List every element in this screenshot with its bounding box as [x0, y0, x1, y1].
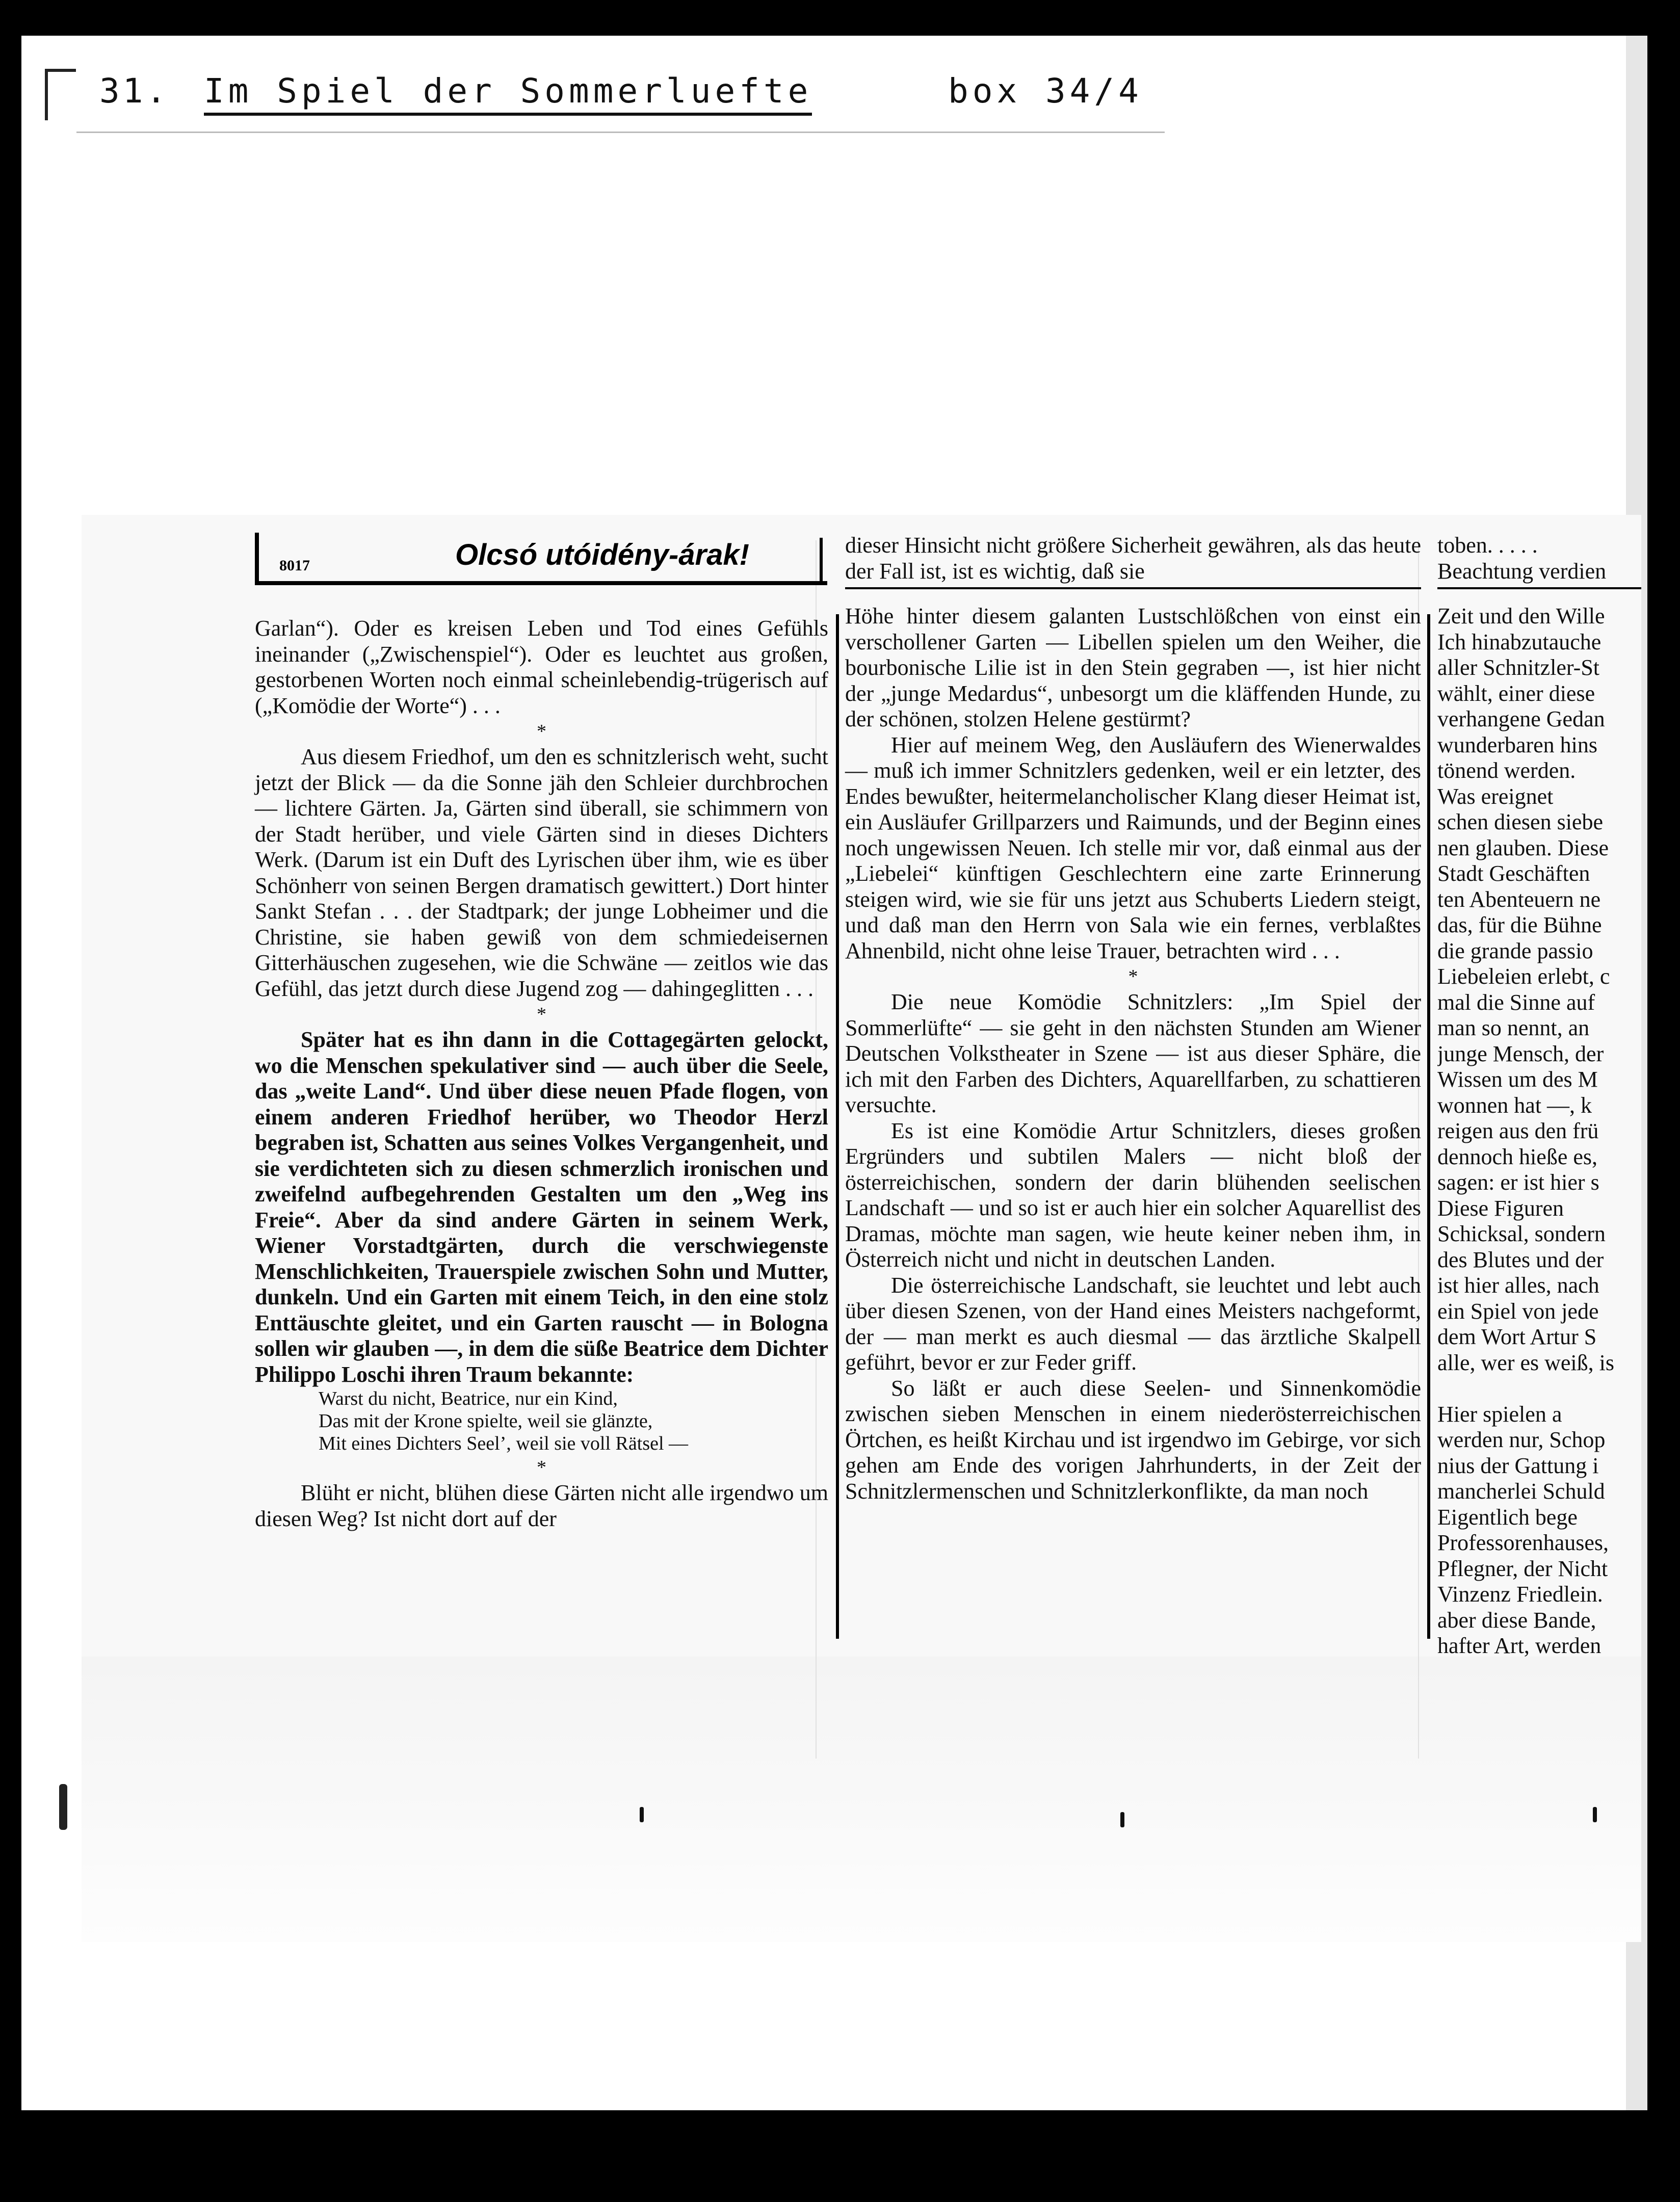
column-line: Ich hinabzutauche — [1437, 629, 1602, 654]
column-line: des Blutes und der — [1437, 1247, 1604, 1272]
column-line: Professorenhauses, — [1437, 1530, 1609, 1555]
paragraph: Blüht er nicht, blühen diese Gärten nicht alle irgendwo um diesen Weg? Ist nicht dort auf der — [255, 1480, 828, 1531]
section-star: * — [537, 1004, 546, 1025]
verse-line: Warst du nicht, Beatrice, nur ein Kind, — [319, 1388, 618, 1409]
column-line: wählt, einer diese — [1437, 680, 1595, 706]
verse-line: Das mit der Krone spielte, weil sie glänzte, — [319, 1410, 653, 1432]
column-line: schen diesen siebe — [1437, 809, 1603, 834]
article-column-2 — [845, 533, 1421, 1504]
header-rule — [76, 132, 1165, 133]
column-line: reigen aus den frü — [1437, 1118, 1599, 1143]
section-star: * — [1128, 966, 1138, 987]
column-line: Diese Figuren — [1437, 1195, 1564, 1221]
column-line: junge Mensch, der — [1437, 1041, 1604, 1066]
column-rule-2 — [1427, 614, 1430, 1639]
advertisement — [255, 533, 827, 585]
column-line: alle, wer es weiß, is — [1437, 1350, 1614, 1375]
column-line: verhangene Gedan — [1437, 706, 1605, 731]
column-line: wonnen hat —, k — [1437, 1092, 1592, 1118]
column-line: Pflegner, der Nicht — [1437, 1556, 1608, 1581]
column-line: das, für die Bühne — [1437, 912, 1602, 937]
column-line — [1437, 1376, 1641, 1402]
column-line: nen glauben. Diese — [1437, 835, 1609, 860]
folder-number: 31. — [99, 71, 170, 111]
section-star: * — [537, 721, 546, 742]
column-line: ten Abenteuern ne — [1437, 886, 1601, 912]
column-line: Eigentlich bege — [1437, 1504, 1578, 1530]
column-line: toben. . . . . — [1437, 533, 1538, 558]
column-line: ein Spiel von jede — [1437, 1298, 1599, 1324]
column-line: mal die Sinne auf — [1437, 989, 1595, 1015]
column-line: dennoch hieße es, — [1437, 1144, 1597, 1169]
column-line: Hier spielen a — [1437, 1401, 1562, 1427]
column-line: nius der Gattung i — [1437, 1453, 1599, 1478]
column-line: Vinzenz Friedlein. — [1437, 1582, 1603, 1607]
column-line: sagen: er ist hier s — [1437, 1170, 1599, 1195]
paragraph: Es ist eine Komödie Artur Schnitzlers, dieses großen Ergründers und subtilen Malers — nicht bloß der österreichischen, sondern der darin blühenden seelischen Landschaft — und so ist er auch hier ein solcher Aquarellist des Dramas, möchte man sagen, wie heute keiner neben ihm, in Österreich nicht und nicht in deutschen Landen. — [845, 1118, 1421, 1272]
column-line: Liebeleien erlebt, c — [1437, 964, 1610, 989]
ad-title: Olcsó utóidény-árak! — [455, 538, 749, 571]
paragraph: Hier auf meinem Weg, den Ausläufern des Wienerwaldes — muß ich immer Schnitzlers gedenken, weil er ein letzter, des Endes bewußter, heitermelancholischer Klang dieser Heimat ist, ein Ausläufer Grillparzers und Raimunds, und der Beginn eines noch ungewissen Neuen. Ich stelle mir vor, daß einmal aus der „Liebelei“ künftigen Geschlechtern eine zarte Erinnerung steigen wird, wie sie für uns jetzt aus Schuberts Liedern steigt, und daß man den Herrn von Sala wie ein fernes, verblaßtes Ahnenbild, nicht ohne leise Trauer, betrachten wird . . . — [845, 732, 1421, 963]
verse-line: Mit eines Dichters Seel’, weil sie voll Rätsel — — [319, 1433, 689, 1454]
ad-number: 8017 — [279, 557, 310, 574]
column-line: tönend werden. — [1437, 758, 1576, 783]
paragraph: Später hat es ihn dann in die Cottagegärten gelockt, wo die Menschen spekulativer sind — auch über die Seele, das „weite Land“. Und über diese neuen Pfade flogen, von einem anderen Friedhof herüber, wo Theodor Herzl begraben ist, Schatten aus seines Volkes Vergangenheit, und sie verdichteten sich zu diesen schmerzlich ironischen und zweifelnd aufbegehrenden Gestalten um den „Weg ins Freie“. Aber da sind andere Gärten in seinem Werk, Wiener Vorstadtgärten, durch die verschwiegenste Menschlichkeiten, Trauerspiele zwischen Sohn und Mutter, dunkeln. Und ein Garten mit einem Teich, in den eine stolz Enttäuschte gleitet, und ein Garten rauscht — in Bologna sollen wir glauben —, in dem die süße Beatrice dem Dichter Philippo Loschi ihren Traum bekannte: — [255, 1027, 828, 1387]
scan-mark — [1120, 1812, 1124, 1827]
scan-mark — [59, 1784, 67, 1830]
paragraph: Die österreichische Landschaft, sie leuchtet und lebt auch über diesen Szenen, von der Hand eines Meisters nachgeformt, der — man merkt es auch diesmal — das ärztliche Skalpell geführt, bevor er zur Feder griff. — [845, 1272, 1421, 1375]
column-line: hafter Art, werden — [1437, 1633, 1602, 1658]
column-line: man so nennt, an — [1437, 1015, 1590, 1040]
column-line: aber diese Bande, — [1437, 1607, 1596, 1633]
column-top-text: dieser Hinsicht nicht größere Sicherheit gewähren, als das heute der Fall ist, ist es wichtig, daß sie — [845, 533, 1421, 589]
article-column-3-cropped — [1437, 533, 1641, 1659]
column-line: mancherlei Schuld — [1437, 1479, 1605, 1504]
column-line: Was ereignet — [1437, 783, 1554, 809]
ad-divider — [820, 538, 823, 581]
column-line: Beachtung verdien — [1437, 559, 1641, 590]
paragraph: Garlan“). Oder es kreisen Leben und Tod eines Gefühls ineinander („Zwischenspiel“). Oder es leuchtet aus großen, gestorbenen Worten noch einmal scheinlebendig-trügerisch auf („Komödie der Worte“) . . . — [255, 616, 828, 718]
paragraph: Die neue Komödie Schnitzlers: „Im Spiel der Sommerlüfte“ — sie geht in den nächsten Stunden am Wiener Deutschen Volkstheater in Szene — ist aus dieser Sphäre, die ich mit den Farben des Dichters, Aquarellfarben, zu schattieren versuchte. — [845, 989, 1421, 1117]
column-line: Zeit und den Wille — [1437, 604, 1605, 628]
column-line: aller Schnitzler-St — [1437, 655, 1600, 680]
column-line: wunderbaren hins — [1437, 732, 1598, 757]
column-line: Stadt Geschäften — [1437, 861, 1590, 886]
column-line: Schicksal, sondern — [1437, 1221, 1606, 1246]
section-star: * — [537, 1457, 546, 1478]
corner-mark — [45, 69, 76, 120]
column-line: Wissen um des M — [1437, 1067, 1598, 1092]
scan-mark — [640, 1807, 644, 1822]
folder-title: Im Spiel der Sommerluefte — [204, 71, 812, 116]
box-label: box 34/4 — [948, 71, 1143, 111]
column-line: dem Wort Artur S — [1437, 1324, 1597, 1349]
paragraph: Höhe hinter diesem galanten Lustschlößchen von einst ein verschollener Garten — Libellen spielen um den Weiher, die bourbonische Lilie ist in den Stein gegraben —, ist hier nicht der „junge Medardus“, unbesorgt um die kläffenden Hunde, zu der schönen, stolzen Helene gestürmt? — [845, 604, 1421, 731]
article-column-1 — [255, 616, 828, 1532]
column-line: ist hier alles, nach — [1437, 1273, 1599, 1298]
paragraph: So läßt er auch diese Seelen- und Sinnenkomödie zwischen sieben Menschen in einem niederösterreichischen Örtchen, es heißt Kirchau und ist irgendwo im Gebirge, vor sich gehen am Ende des vorigen Jahrhunderts, in der Zeit der Schnitzlermenschen und Schnitzlerkonflikte, da man noch — [845, 1375, 1421, 1504]
paragraph: Aus diesem Friedhof, um den es schnitzlerisch weht, sucht jetzt der Blick — da die Sonne jäh den Schleier durchbrochen — lichtere Gärten. Ja, Gärten sind überall, sie schimmern von der Stadt herüber, und viele Gärten sind in dieses Dichters Werk. (Darum ist ein Duft des Lyrischen über ihm, wie es über Schönherr von seinen Bergen dramatisch gewittert.) Dort hinter Sankt Stefan . . . der Stadtpark; der junge Lobheimer und die Christine, sie haben gewiß von dem schmiedeisernen Gitterhäuschen zugesehen, wie die Schwäne — zeitlos wie das Gefühl, das jetzt durch diese Jugend zog — dahingeglitten . . . — [255, 744, 828, 1001]
scan-mark — [1593, 1807, 1597, 1822]
column-rule-1 — [836, 614, 839, 1639]
column-line: werden nur, Schop — [1437, 1427, 1606, 1452]
column-line: die grande passio — [1437, 938, 1593, 963]
